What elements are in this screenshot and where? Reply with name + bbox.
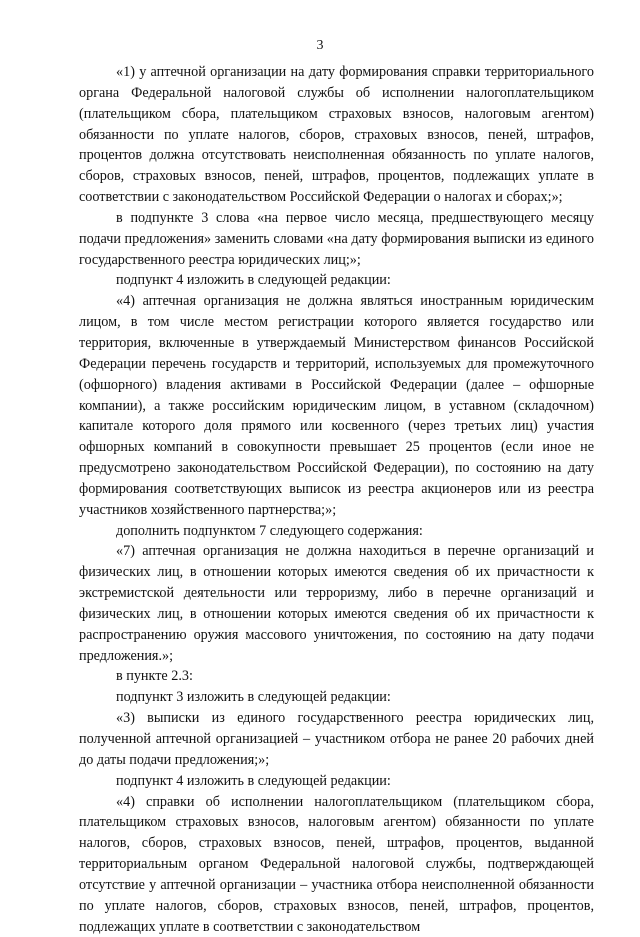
paragraph: «1) у аптечной организации на дату формирования справки территориального органа Федеральной налоговой службы об исполнении налогоплательщиком (плательщиком сбора, плательщиком страховых взносов, налоговым агентом) обязанности по уплате налогов, сборов, страховых взносов, пеней, штрафов, процентов должна отсутствовать неисполненная обязанность по уплате налогов, сборов, страховых взносов, пеней, штрафов, процентов, подлежащих уплате в соответствии с законодательством Российской Федерации о налогах и сборах;»; [79,64,594,206]
document-body [79,62,594,937]
page-number: 3 [316,38,324,53]
paragraph: в подпункте 3 слова «на первое число месяца, предшествующего месяцу подачи предложения» заменить словами «на дату формирования выписки из единого государственного реестра юридических лиц;»; [79,209,594,268]
paragraph: подпункт 4 изложить в следующей редакции: [116,272,391,289]
paragraph: «4) справки об исполнении налогоплательщиком (плательщиком сбора, плательщиком страховых взносов, налоговым агентом) обязанности по уплате налогов, сборов, страховых взносов, пеней, штрафов, процентов, выданной территориальным органом Федеральной налоговой службы, подтверждающей отсутствие у аптечной организации – участника отбора неисполненной обязанности по уплате налогов, сборов, страховых взносов, пеней, штрафов, процентов, подлежащих уплате в соответствии с законодательством [79,793,594,935]
paragraph: дополнить подпунктом 7 следующего содержания: [116,522,423,539]
paragraph: подпункт 4 изложить в следующей редакции: [116,772,391,789]
paragraph: «3) выписки из единого государственного реестра юридических лиц, полученной аптечной организацией – участником отбора не ранее 20 рабочих дней до даты подачи предложения;»; [79,710,594,768]
paragraph: в пункте 2.3: [116,668,193,685]
paragraph: подпункт 3 изложить в следующей редакции: [116,689,391,706]
paragraph: «4) аптечная организация не должна являться иностранным юридическим лицом, в том числе местом регистрации которого является государство или территория, включенные в утверждаемый Министерством финансов Российской Федерации перечень государств и территорий, используемых для промежуточного (офшорного) владения активами в Российской Федерации (далее – офшорные компании), а также российским юридическим лицом, в уставном (складочном) капитале которого доля прямого или косвенного (через третьих лиц) участия офшорных компаний в совокупности превышает 25 процентов (если иное не предусмотрено законодательством Российской Федерации), по состоянию на дату формирования соответствующих выписок из реестра акционеров или из реестра участников хозяйственного партнерства;»; [79,293,594,518]
paragraph: «7) аптечная организация не должна находиться в перечне организаций и физических лиц, в отношении которых имеются сведения об их причастности к экстремистской деятельности или терроризму, либо в перечне организаций и физических лиц, в отношении которых имеются сведения об их причастности к распространению оружия массового уничтожения, по состоянию на дату подачи предложения.»; [79,543,594,664]
